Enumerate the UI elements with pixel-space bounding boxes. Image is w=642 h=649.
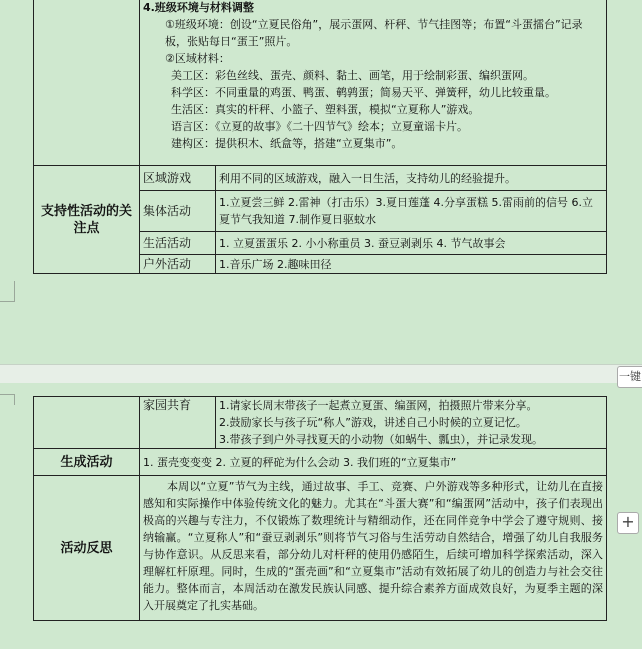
area-material: 建构区：提供积木、纸盒等，搭建“立夏集市”。 (171, 137, 403, 150)
support-content: 1.音乐广场 2.趣味田径 (216, 255, 607, 274)
environment-item: ②区域材料： (165, 52, 230, 65)
home-left-cell (34, 397, 140, 449)
page-corner-marker (0, 394, 15, 405)
area-material: 科学区：不同重量的鸡蛋、鸭蛋、鹌鹑蛋；简易天平、弹簧秤，幼儿比较重量。 (171, 86, 556, 99)
reflection-header: 活动反思 (34, 476, 140, 621)
generated-content: 1. 蛋壳变变变 2. 立夏的秤砣为什么会动 3. 我们班的“立夏集市” (140, 449, 607, 476)
support-label: 集体活动 (140, 191, 216, 232)
support-content: 1. 立夏蛋蛋乐 2. 小小称重员 3. 蚕豆剥剥乐 4. 节气故事会 (216, 232, 607, 255)
support-content: 利用不同的区域游戏，融入一日生活，支持幼儿的经验提升。 (216, 166, 607, 191)
support-header: 支持性活动的关注点 (34, 166, 140, 274)
home-label: 家园共育 (140, 397, 216, 449)
environment-item: ①班级环境：创设“立夏民俗角”，展示蛋网、杆秤、节气挂图等；布置“斗蛋擂台”记录板，张贴每日“蛋王”照片。 (165, 18, 583, 48)
activity-table-part1 (33, 0, 607, 274)
plus-button[interactable]: + (617, 512, 639, 534)
activity-table-part2 (33, 396, 607, 621)
environment-content-cell (140, 0, 607, 166)
home-item: 3.带孩子到户外寻找夏天的小动物（如蜗牛、瓢虫），并记录发现。 (219, 433, 543, 446)
page-gap (0, 364, 642, 384)
generated-header: 生成活动 (34, 449, 140, 476)
environment-row (34, 0, 607, 166)
generated-row (34, 449, 607, 476)
support-content: 1.立夏尝三鲜 2.雷神（打击乐）3.夏日莲蓬 4.分享蛋糕 5.雷雨前的信号 6.立夏节气我知道 7.制作夏日驱蚊水 (216, 191, 607, 232)
support-label: 户外活动 (140, 255, 216, 274)
reflection-content: 本周以“立夏”节气为主线，通过故事、手工、竞赛、户外游戏等多种形式，让幼儿在直接感知和实际操作中体验传统文化的魅力。尤其在“斗蛋大赛”和“编蛋网”活动中，孩子们表现出极高的兴趣与专注力，不仅锻炼了数理统计与精细动作，还在同伴竞争中学会了遵守规则、接纳输赢。“立夏称人”和“蚕豆剥剥乐”则将节气习俗与生活劳动自然结合，增强了幼儿自我服务与协作意识。从反思来看，部分幼儿对杆秤的使用仍感陌生，后续可增加科学探索活动，深入理解杠杆原理。同时，生成的“蛋壳画”和“立夏集市”活动有效拓展了幼儿的创造力与社会交往能力。整体而言，本周活动在激发民族认同感、提升综合素养方面成效良好，为夏季主题的深入开展奠定了扎实基础。 (140, 476, 607, 621)
area-material: 美工区：彩色丝线、蛋壳、颜料、黏土、画笔，用于绘制彩蛋、编织蛋网。 (171, 69, 534, 82)
home-content (216, 397, 607, 449)
home-item: 2.鼓励家长与孩子玩“称人”游戏，讲述自己小时候的立夏记忆。 (219, 416, 527, 429)
support-label: 生活活动 (140, 232, 216, 255)
page-corner-marker (0, 281, 15, 302)
support-row (34, 166, 607, 191)
home-item: 1.请家长周末带孩子一起煮立夏蛋、编蛋网，拍摄照片带来分享。 (219, 399, 538, 412)
environment-header-cell (34, 0, 140, 166)
area-material: 语言区：《立夏的故事》《二十四节气》绘本；立夏童谣卡片。 (171, 120, 468, 133)
one-click-button[interactable]: 一键 (617, 366, 642, 388)
area-material: 生活区：真实的杆秤、小篮子、塑料蛋，模拟“立夏称人”游戏。 (171, 103, 480, 116)
reflection-row (34, 476, 607, 621)
environment-title: 4.班级环境与材料调整 (143, 1, 254, 14)
support-label: 区域游戏 (140, 166, 216, 191)
home-row (34, 397, 607, 449)
